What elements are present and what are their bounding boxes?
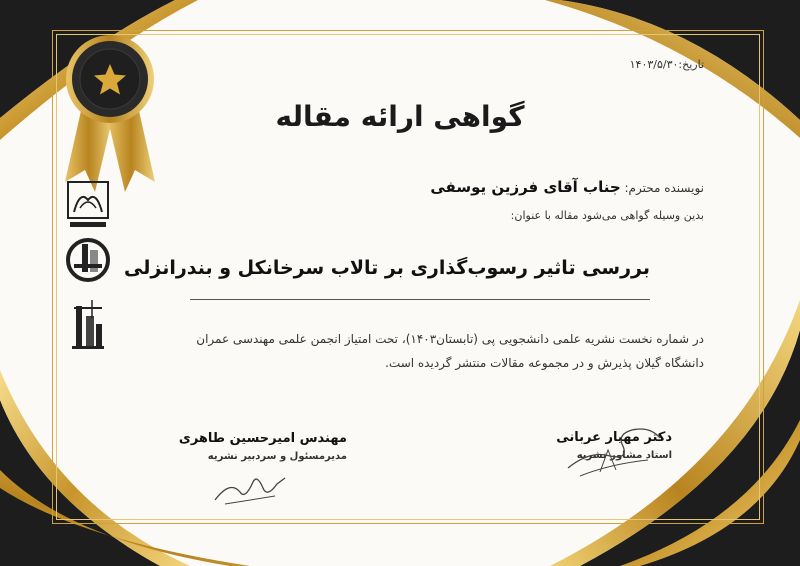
signature-block-left [179,431,347,462]
institution-logos [62,178,114,358]
issue-date: تاریخ:۱۴۰۳/۵/۳۰ [629,58,704,71]
paper-title: بررسی تاثیر رسوب‌گذاری بر تالاب سرخانکل و بندرانزلی [124,257,650,279]
handwritten-signature-right [560,420,670,480]
signatory-role-left: مدیرمسئول و سردبیر نشریه [207,451,347,462]
signatory-name-right: دکتر مهیار عربانی [556,430,672,445]
title-underline [190,299,650,300]
civil-association-logo [68,240,108,280]
university-of-guilan-logo [68,182,108,227]
author-line [430,178,704,196]
body-line-2: دانشگاه گیلان پذیرش و در مجموعه مقالات منتشر گردیده است. [385,356,704,370]
author-prefix: نویسنده محترم: [624,181,704,195]
body-text [144,327,704,375]
handwritten-signature-left [205,470,295,510]
journal-pi-logo [72,300,104,349]
body-line-1: در شماره نخست نشریه علمی دانشجویی پی (تابستان۱۴۰۳)، تحت امتیاز انجمن علمی مهندسی عمران [196,332,704,346]
author-name: جناب آقای فرزین یوسفی [430,178,621,196]
intro-text: بدین وسیله گواهی می‌شود مقاله با عنوان: [510,209,704,222]
certificate-title: گواهی ارائه مقاله [275,100,525,133]
signatory-role-right: استاد مشاور نشریه [576,450,672,461]
signatory-name-left: مهندس امیرحسین طاهری [178,431,347,446]
